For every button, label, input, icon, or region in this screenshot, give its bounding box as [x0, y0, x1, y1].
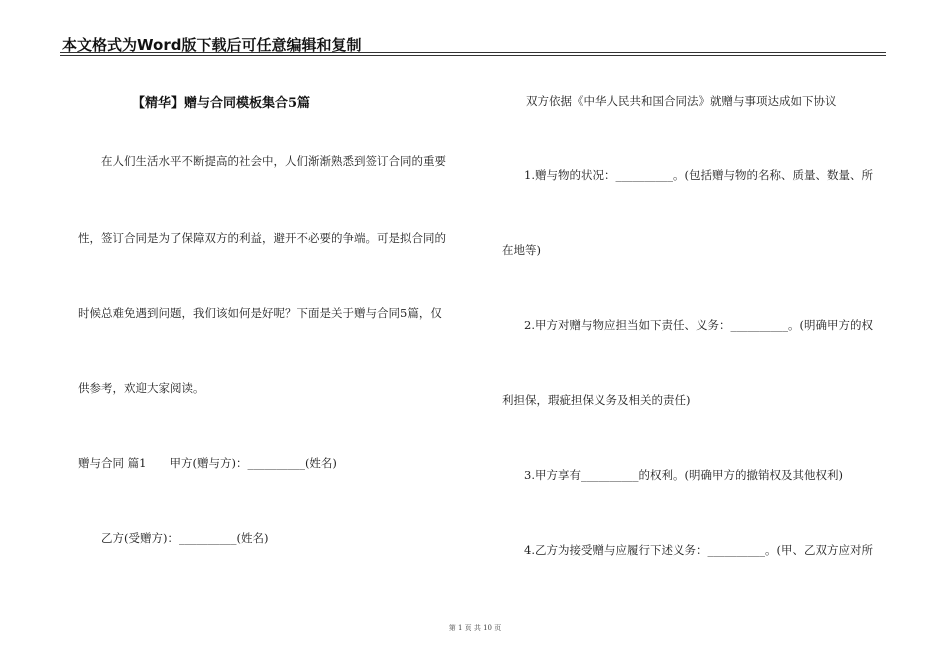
- clause-2-line-2: 利担保，瑕疵担保义务及相关的责任): [502, 393, 691, 407]
- party-a-line: 赠与合同 篇1 甲方(赠与方)：__________(姓名): [78, 456, 337, 470]
- clause-2-line-1: 2.甲方对赠与物应担当如下责任、义务：__________。(明确甲方的权: [524, 318, 873, 332]
- party-b-line: 乙方(受赠方)：__________(姓名): [101, 531, 269, 545]
- header-rule-bottom: [60, 55, 886, 56]
- clause-3-line: 3.甲方享有__________的权利。(明确甲方的撤销权及其他权利): [524, 468, 843, 482]
- intro-line-1: 在人们生活水平不断提高的社会中，人们渐渐熟悉到签订合同的重要: [101, 154, 446, 168]
- intro-line-2: 性，签订合同是为了保障双方的利益，避开不必要的争端。可是拟合同的: [78, 231, 446, 245]
- page-number: 第 1 页 共 10 页: [448, 624, 502, 632]
- header-rule-top: [60, 52, 886, 53]
- clause-4-line: 4.乙方为接受赠与应履行下述义务：__________。(甲、乙双方应对所: [524, 543, 873, 557]
- document-title: 【精华】赠与合同模板集合5篇: [132, 96, 311, 111]
- intro-line-4: 供参考，欢迎大家阅读。: [78, 381, 205, 395]
- intro-line-3: 时候总难免遇到问题，我们该如何是好呢？下面是关于赠与合同5篇，仅: [78, 306, 442, 320]
- agreement-preamble: 双方依据《中华人民共和国合同法》就赠与事项达成如下协议: [526, 94, 837, 108]
- document-header: 本文格式为Word版下载后可任意编辑和复制: [62, 36, 362, 54]
- clause-1-line-1: 1.赠与物的状况：__________。(包括赠与物的名称、质量、数量、所: [524, 168, 873, 182]
- clause-1-line-2: 在地等): [502, 243, 541, 257]
